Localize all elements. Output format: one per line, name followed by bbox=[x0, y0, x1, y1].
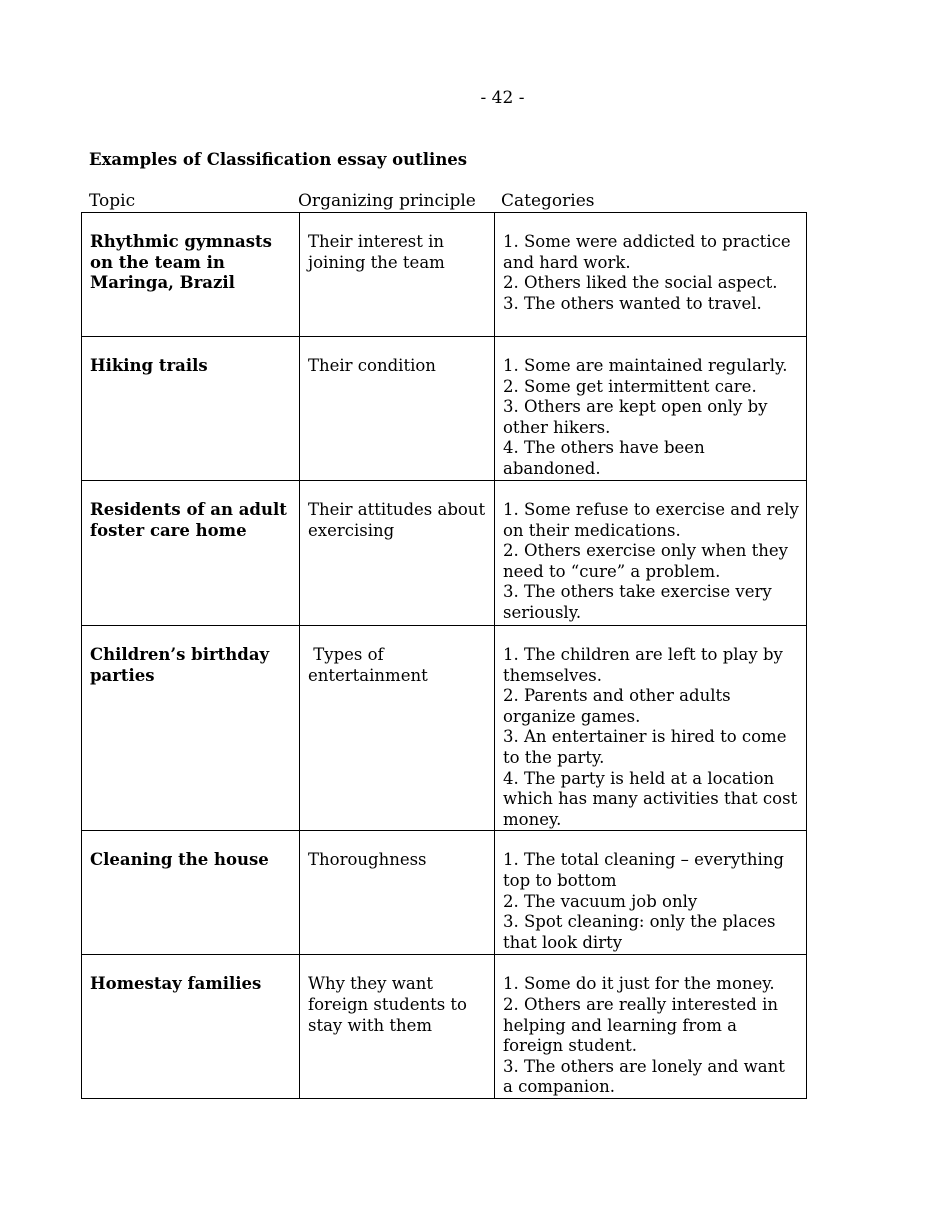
topic-cell: Homestay families bbox=[82, 955, 300, 1099]
page-number: - 42 - bbox=[480, 88, 525, 108]
category-item: 4. The others have been abandoned. bbox=[503, 438, 705, 478]
categories-cell bbox=[495, 831, 807, 955]
topic-cell: Rhythmic gymnasts on the team in Maringa, Brazil bbox=[82, 213, 300, 337]
category-item: 1. Some were addicted to practice and hard work. bbox=[503, 232, 791, 272]
principle-cell: Types of entertainment bbox=[300, 626, 495, 831]
category-item: 1. The total cleaning – everything top to bottom bbox=[503, 850, 784, 890]
table-row bbox=[82, 481, 807, 626]
principle-cell: Why they want foreign students to stay with them bbox=[300, 955, 495, 1099]
categories-cell bbox=[495, 213, 807, 337]
table-row bbox=[82, 213, 807, 337]
categories-cell bbox=[495, 481, 807, 626]
category-item: 2. The vacuum job only bbox=[503, 891, 698, 911]
section-heading: Examples of Classification essay outlines bbox=[89, 150, 468, 169]
category-item: 2. Others exercise only when they need to “cure” a problem. bbox=[503, 541, 788, 581]
categories-cell bbox=[495, 955, 807, 1099]
table-row bbox=[82, 337, 807, 481]
table-row bbox=[82, 831, 807, 955]
category-item: 3. An entertainer is hired to come to the party. bbox=[503, 727, 787, 767]
column-header-organizing-principle: Organizing principle bbox=[298, 191, 476, 211]
table-row bbox=[82, 955, 807, 1099]
category-item: 2. Others liked the social aspect. bbox=[503, 273, 778, 293]
category-item: 2. Others are really interested in helping and learning from a foreign student. bbox=[503, 994, 779, 1056]
classification-outlines-table bbox=[81, 212, 807, 1099]
table-body bbox=[82, 213, 807, 1099]
category-item: 2. Parents and other adults organize games. bbox=[503, 686, 731, 726]
categories-cell bbox=[495, 626, 807, 831]
category-item: 3. The others wanted to travel. bbox=[503, 293, 762, 313]
column-header-categories: Categories bbox=[501, 191, 595, 211]
category-item: 1. The children are left to play by themselves. bbox=[503, 645, 783, 685]
topic-cell: Cleaning the house bbox=[82, 831, 300, 955]
category-item: 3. The others are lonely and want a companion. bbox=[503, 1056, 785, 1097]
category-item: 2. Some get intermittent care. bbox=[503, 376, 757, 396]
topic-cell: Hiking trails bbox=[82, 337, 300, 481]
category-item: 1. Some refuse to exercise and rely on their medications. bbox=[503, 500, 799, 540]
principle-cell: Their attitudes about exercising bbox=[300, 481, 495, 626]
principle-cell: Their condition bbox=[300, 337, 495, 481]
column-header-topic: Topic bbox=[89, 191, 136, 211]
table-row bbox=[82, 626, 807, 831]
category-item: 4. The party is held at a location which has many activities that cost money. bbox=[503, 768, 798, 829]
topic-cell: Children’s birthday parties bbox=[82, 626, 300, 831]
principle-cell: Their interest in joining the team bbox=[300, 213, 495, 337]
category-item: 3. Others are kept open only by other hikers. bbox=[503, 397, 768, 437]
categories-cell bbox=[495, 337, 807, 481]
category-item: 1. Some are maintained regularly. bbox=[503, 356, 788, 375]
category-item: 3. Spot cleaning: only the places that look dirty bbox=[503, 912, 776, 952]
principle-cell: Thoroughness bbox=[300, 831, 495, 955]
category-item: 3. The others take exercise very seriously. bbox=[503, 582, 772, 622]
category-item: 1. Some do it just for the money. bbox=[503, 974, 775, 994]
topic-cell: Residents of an adult foster care home bbox=[82, 481, 300, 626]
